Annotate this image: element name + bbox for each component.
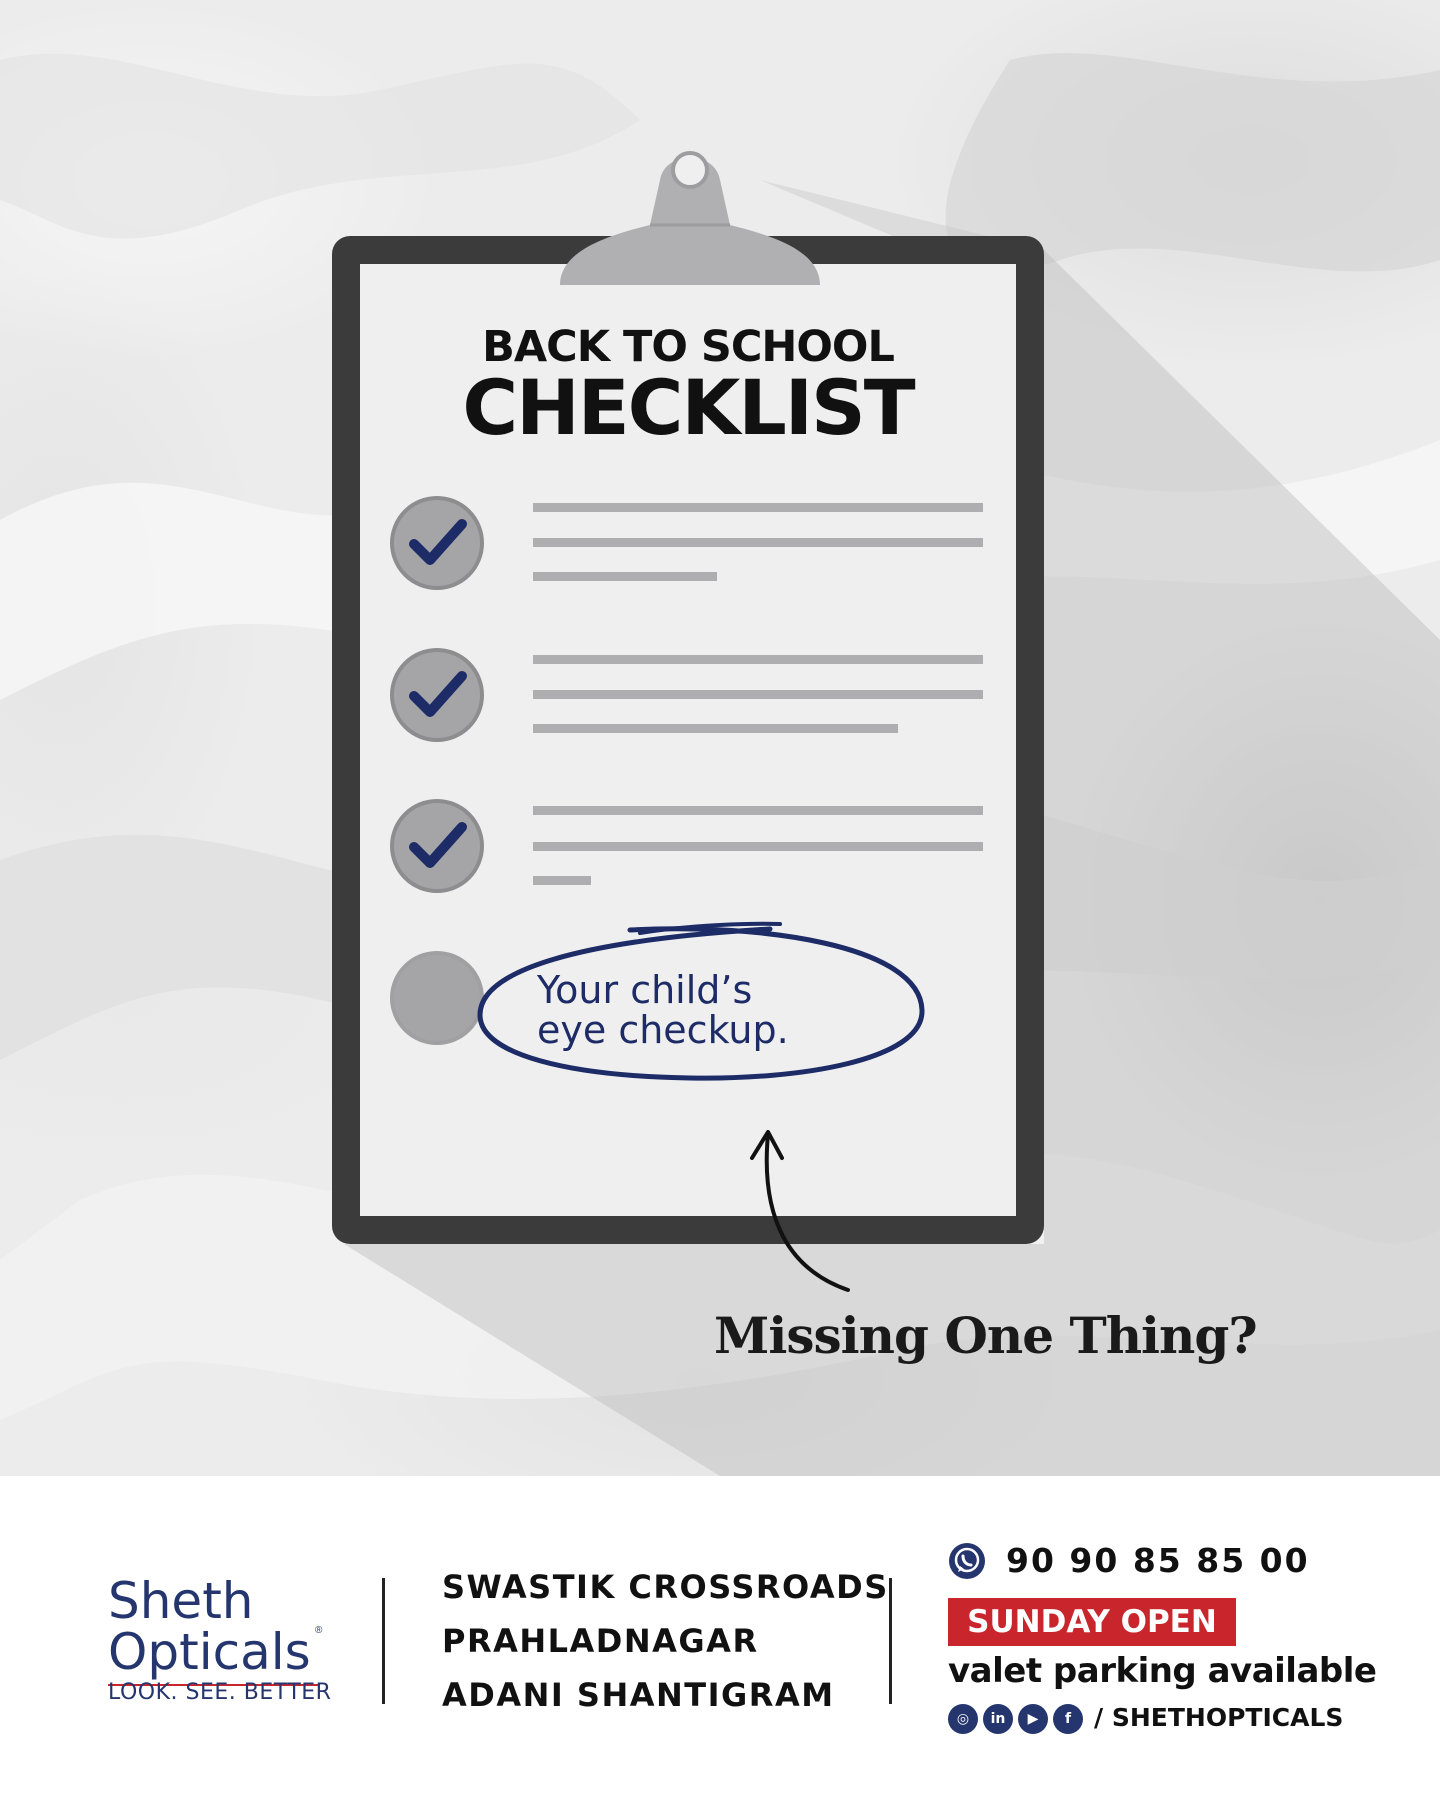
youtube-icon[interactable]: ▶: [1018, 1704, 1048, 1734]
whatsapp-icon[interactable]: [948, 1542, 986, 1580]
checklist-item-3-checkbox[interactable]: [390, 799, 484, 893]
footer-divider: [889, 1578, 892, 1704]
instagram-icon[interactable]: ◎: [948, 1704, 978, 1734]
checklist-item-3-line: [533, 842, 983, 851]
facebook-icon[interactable]: f: [1053, 1704, 1083, 1734]
location-prahladnagar: PRAHLADNAGAR: [442, 1622, 759, 1660]
curved-arrow-icon: [740, 1120, 860, 1300]
checklist-item-1-line: [533, 538, 983, 547]
phone-number[interactable]: 90 90 85 85 00: [1006, 1541, 1310, 1580]
checkmark-icon: [404, 662, 470, 728]
location-adani-shantigram: ADANI SHANTIGRAM: [442, 1676, 835, 1714]
checklist-item-1-line: [533, 572, 717, 581]
checklist-item-3-line: [533, 876, 591, 885]
checkmark-icon: [404, 813, 470, 879]
missing-one-thing-callout: Missing One Thing?: [714, 1306, 1257, 1365]
checkmark-icon: [404, 510, 470, 576]
social-handle[interactable]: / SHETHOPTICALS: [1094, 1703, 1344, 1732]
linkedin-icon[interactable]: in: [983, 1704, 1013, 1734]
footer-divider: [382, 1578, 385, 1704]
valet-parking-text: valet parking available: [948, 1651, 1377, 1691]
registered-mark: ®: [315, 1625, 323, 1636]
item-text-line2: eye checkup.: [537, 1008, 789, 1052]
checklist-item-3-line: [533, 806, 983, 815]
checklist-item-2-line: [533, 655, 983, 664]
checklist-item-2-checkbox[interactable]: [390, 648, 484, 742]
checklist-subtitle: BACK TO SCHOOL: [482, 322, 894, 372]
checklist-item-2-line: [533, 724, 898, 733]
checklist-item-1-line: [533, 503, 983, 512]
checklist-item-2-line: [533, 690, 983, 699]
brand-logo-line2: Opticals: [108, 1623, 311, 1681]
item-text-line1: Your child’s: [537, 968, 753, 1012]
brand-tagline: LOOK. SEE. BETTER: [108, 1680, 332, 1705]
checklist-item-1-checkbox[interactable]: [390, 496, 484, 590]
checklist-title: CHECKLIST: [462, 363, 914, 452]
clipboard-clip-icon: [530, 140, 850, 290]
sunday-open-badge: SUNDAY OPEN: [948, 1598, 1236, 1646]
checklist-item-4-text: [537, 970, 897, 1050]
brand-logo-line1: Sheth: [108, 1572, 254, 1630]
location-swastik-crossroads: SWASTIK CROSSROADS: [442, 1568, 889, 1606]
